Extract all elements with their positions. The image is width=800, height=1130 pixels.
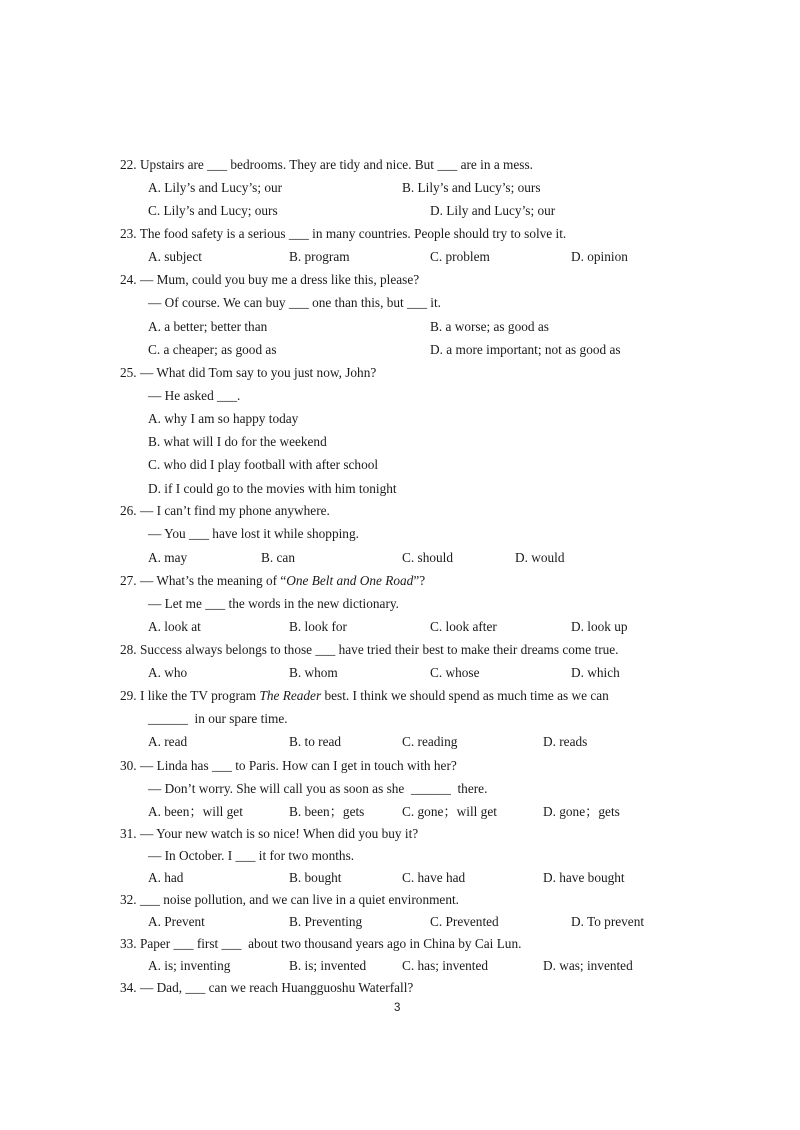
question-25-option-d: D. if I could go to the movies with him tonight bbox=[148, 481, 397, 496]
question-27-stem-italic: One Belt and One Road bbox=[286, 573, 414, 588]
question-29-option-b: B. to read bbox=[289, 734, 342, 749]
question-22-option-b: B. Lily’s and Lucy’s; ours bbox=[402, 180, 541, 195]
question-28-option-c: C. whose bbox=[430, 665, 480, 680]
question-32-option-c: C. Prevented bbox=[430, 914, 499, 929]
question-22-option-a: A. Lily’s and Lucy’s; our bbox=[148, 180, 283, 195]
question-25-option-c: C. who did I play football with after school bbox=[148, 457, 379, 472]
question-24-option-a: A. a better; better than bbox=[148, 319, 268, 334]
question-26-dialogue: — You ___ have lost it while shopping. bbox=[148, 526, 359, 541]
question-22-option-c: C. Lily’s and Lucy; ours bbox=[148, 203, 278, 218]
question-23-option-c: C. problem bbox=[430, 249, 490, 264]
page-number: 3 bbox=[394, 1002, 401, 1014]
question-23-stem: 23. The food safety is a serious ___ in many countries. People should try to solve it. bbox=[120, 226, 567, 241]
question-27-option-c: C. look after bbox=[430, 619, 497, 634]
question-25-dialogue: — He asked ___. bbox=[148, 388, 241, 403]
question-23-option-b: B. program bbox=[289, 249, 350, 264]
question-28-option-a: A. who bbox=[148, 665, 188, 680]
question-25-option-a: A. why I am so happy today bbox=[148, 411, 299, 426]
question-31-stem: 31. — Your new watch is so nice! When did you buy it? bbox=[120, 826, 419, 841]
question-26-stem: 26. — I can’t find my phone anywhere. bbox=[120, 503, 330, 518]
question-25-option-b: B. what will I do for the weekend bbox=[148, 434, 327, 449]
question-31-option-d: D. have bought bbox=[543, 870, 625, 885]
question-27-option-a: A. look at bbox=[148, 619, 201, 634]
question-24-dialogue: — Of course. We can buy ___ one than this, but ___ it. bbox=[148, 295, 442, 310]
question-29-continuation: ______ in our spare time. bbox=[148, 711, 288, 726]
question-29-option-c: C. reading bbox=[402, 734, 458, 749]
question-26-option-c: C. should bbox=[402, 550, 453, 565]
question-30-option-d: D. gone；gets bbox=[543, 804, 620, 819]
question-29-stem-pre: 29. I like the TV program bbox=[120, 688, 260, 703]
question-27-stem-pre: 27. — What’s the meaning of “ bbox=[120, 573, 287, 588]
question-25-stem: 25. — What did Tom say to you just now, John? bbox=[120, 365, 377, 380]
question-28-option-d: D. which bbox=[571, 665, 620, 680]
question-22-option-d: D. Lily and Lucy’s; our bbox=[430, 203, 556, 218]
question-33-stem: 33. Paper ___ first ___ about two thousand years ago in China by Cai Lun. bbox=[120, 936, 522, 951]
question-22-stem: 22. Upstairs are ___ bedrooms. They are tidy and nice. But ___ are in a mess. bbox=[120, 157, 533, 172]
question-26-option-d: D. would bbox=[515, 550, 565, 565]
question-32-option-d: D. To prevent bbox=[571, 914, 645, 929]
question-33-option-a: A. is; inventing bbox=[148, 958, 231, 973]
question-24-option-d: D. a more important; not as good as bbox=[430, 342, 621, 357]
question-31-option-b: B. bought bbox=[289, 870, 342, 885]
question-30-dialogue: — Don’t worry. She will call you as soon as she ______ there. bbox=[148, 781, 488, 796]
question-29-stem-italic: The Reader bbox=[259, 688, 322, 703]
question-29-option-d: D. reads bbox=[543, 734, 588, 749]
question-24-option-b: B. a worse; as good as bbox=[430, 319, 549, 334]
question-30-option-c: C. gone；will get bbox=[402, 804, 497, 819]
question-30-stem: 30. — Linda has ___ to Paris. How can I get in touch with her? bbox=[120, 758, 457, 773]
question-32-option-a: A. Prevent bbox=[148, 914, 205, 929]
question-26-option-b: B. can bbox=[261, 550, 295, 565]
question-27-option-d: D. look up bbox=[571, 619, 628, 634]
question-24-stem: 24. — Mum, could you buy me a dress like this, please? bbox=[120, 272, 420, 287]
question-34-stem: 34. — Dad, ___ can we reach Huangguoshu Waterfall? bbox=[120, 980, 414, 995]
question-31-option-c: C. have had bbox=[402, 870, 466, 885]
question-28-option-b: B. whom bbox=[289, 665, 338, 680]
question-27-dialogue: — Let me ___ the words in the new dictionary. bbox=[148, 596, 399, 611]
question-33-option-b: B. is; invented bbox=[289, 958, 367, 973]
question-30-option-a: A. been；will get bbox=[148, 804, 243, 819]
question-31-dialogue: — In October. I ___ it for two months. bbox=[148, 848, 355, 863]
question-23-option-d: D. opinion bbox=[571, 249, 628, 264]
question-27-stem bbox=[120, 572, 425, 590]
question-32-stem: 32. ___ noise pollution, and we can live in a quiet environment. bbox=[120, 892, 459, 907]
question-24-option-c: C. a cheaper; as good as bbox=[148, 342, 277, 357]
question-32-option-b: B. Preventing bbox=[289, 914, 363, 929]
question-31-option-a: A. had bbox=[148, 870, 184, 885]
question-28-stem: 28. Success always belongs to those ___ have tried their best to make their dreams come true. bbox=[120, 642, 619, 657]
question-30-option-b: B. been；gets bbox=[289, 804, 365, 819]
question-29-option-a: A. read bbox=[148, 734, 188, 749]
question-26-option-a: A. may bbox=[148, 550, 188, 565]
question-29-stem-post: best. I think we should spend as much time as we can bbox=[321, 688, 609, 703]
question-27-stem-post: ”? bbox=[413, 573, 426, 588]
question-33-option-c: C. has; invented bbox=[402, 958, 489, 973]
question-33-option-d: D. was; invented bbox=[543, 958, 633, 973]
question-23-option-a: A. subject bbox=[148, 249, 202, 264]
question-27-option-b: B. look for bbox=[289, 619, 347, 634]
question-29-stem bbox=[120, 687, 609, 705]
